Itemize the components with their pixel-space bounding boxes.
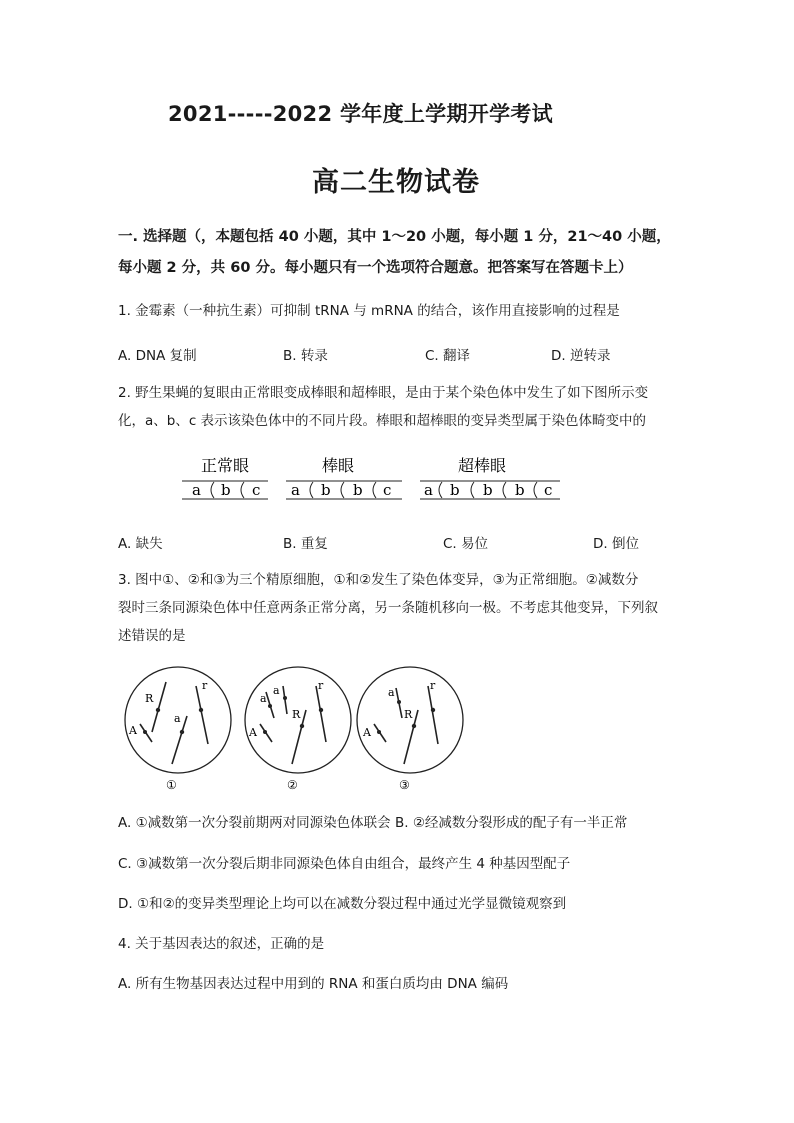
gene-R: R [292,708,301,721]
q3-stem-line2: 裂时三条同源染色体中任意两条正常分离，另一条随机移向一极。不考虑其他变异，下列叙 [118,600,658,616]
q3-option-c: C. ③减数第一次分裂后期非同源染色体自由组合，最终产生 4 种基因型配子 [118,856,571,872]
q2-option-c: C. 易位 [443,536,489,552]
gene-r: r [318,679,324,692]
cell-label-1: ① [166,778,177,792]
gene-A: A [363,726,371,739]
q3-stem-line3: 述错误的是 [118,628,186,644]
superbar-chromosome [420,481,560,499]
segment-b: b [353,481,363,499]
q1-option-d: D. 逆转录 [551,348,611,364]
q2-option-d: D. 倒位 [593,536,639,552]
q2-option-b: B. 重复 [283,536,328,552]
segment-b: b [221,481,231,499]
q4-option-a: A. 所有生物基因表达过程中用到的 RNA 和蛋白质均由 DNA 编码 [118,976,509,992]
q2-option-a: A. 缺失 [118,536,163,552]
normal-chromosome [182,481,268,499]
gene-r: r [202,679,208,692]
q1-option-c: C. 翻译 [425,348,471,364]
normal-eye-label: 正常眼 [201,456,250,475]
segment-b: b [515,481,525,499]
gene-r: r [430,679,436,692]
segment-b: b [450,481,460,499]
paper-title: 高二生物试卷 [312,167,480,198]
gene-a: a [260,692,267,705]
gene-R: R [145,692,154,705]
gene-A: A [129,724,137,737]
cell-2 [245,667,351,792]
q1-stem: 1. 金霉素（一种抗生素）可抑制 tRNA 与 mRNA 的结合，该作用直接影响的过程是 [118,303,620,319]
q3-option-a-b: A. ①减数第一次分裂前期两对同源染色体联会 B. ②经减数分裂形成的配子有一半正常 [118,815,628,831]
segment-c: c [252,481,261,499]
q1-option-a: A. DNA 复制 [118,348,197,364]
spermatogonia-cell-diagram [120,664,480,794]
section-heading-line2: 每小题 2 分，共 60 分。每小题只有一个选项符合题意。把答案写在答题卡上） [118,260,633,276]
gene-A: A [249,726,257,739]
gene-a: a [388,686,395,699]
superbar-eye-label: 超棒眼 [458,456,507,475]
cell-label-2: ② [287,778,298,792]
segment-b: b [483,481,493,499]
gene-a: a [273,684,280,697]
segment-c: c [383,481,392,499]
segment-a: a [424,481,433,499]
q4-stem: 4. 关于基因表达的叙述，正确的是 [118,936,325,952]
cell-3 [357,667,463,792]
chromosome-segment-diagram [180,450,570,510]
bar-eye-label: 棒眼 [322,456,355,475]
q2-stem-line2: 化，a、b、c 表示该染色体中的不同片段。棒眼和超棒眼的变异类型属于染色体畸变中的 [118,413,647,429]
segment-a: a [192,481,201,499]
bar-chromosome [286,481,402,499]
cell-1 [125,667,231,792]
segment-b: b [321,481,331,499]
gene-R: R [404,708,413,721]
section-heading-line1: 一. 选择题（，本题包括 40 小题，其中 1～20 小题，每小题 1 分，21～40 小题， [118,229,671,245]
q2-stem-line1: 2. 野生果蝇的复眼由正常眼变成棒眼和超棒眼，是由于某个染色体中发生了如下图所示变 [118,385,649,401]
exam-title: 2021-----2022 学年度上学期开学考试 [168,102,553,126]
q3-stem-line1: 3. 图中①、②和③为三个精原细胞，①和②发生了染色体变异，③为正常细胞。②减数分 [118,572,639,588]
gene-a: a [174,712,181,725]
q3-option-d: D. ①和②的变异类型理论上均可以在减数分裂过程中通过光学显微镜观察到 [118,896,567,912]
q1-option-b: B. 转录 [283,348,328,364]
segment-c: c [544,481,553,499]
cell-label-3: ③ [399,778,410,792]
segment-a: a [291,481,300,499]
